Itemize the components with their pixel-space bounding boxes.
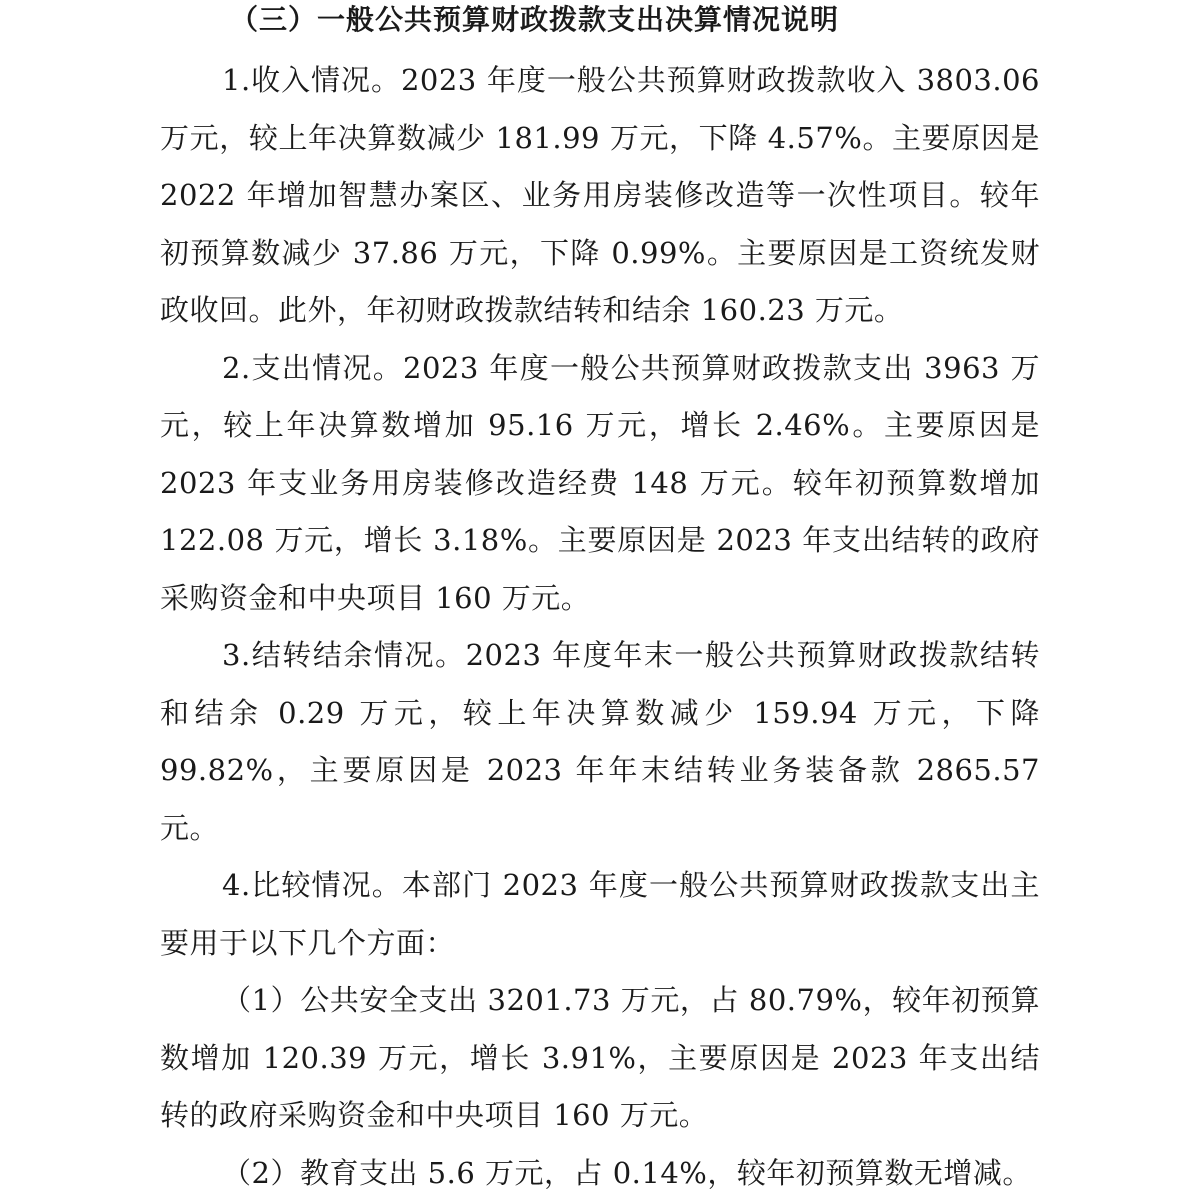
paragraph-carryover: 3.结转结余情况。2023 年度年末一般公共预算财政拨款结转和结余 0.29 万元，较上年决算数减少 159.94 万元，下降 99.82%，主要原因是 2023 年年末结转业务装备款 2865.57 元。 (160, 627, 1040, 857)
paragraph-income: 1.收入情况。2023 年度一般公共预算财政拨款收入 3803.06 万元，较上年决算数减少 181.99 万元，下降 4.57%。主要原因是 2022 年增加智慧办案区、业务用房装修改造等一次性项目。较年初预算数减少 37.86 万元，下降 0.99%。主要原因是工资统发财政收回。此外，年初财政拨款结转和结余 160.23 万元。 (160, 52, 1040, 340)
paragraph-education: （2）教育支出 5.6 万元，占 0.14%，较年初预算数无增减。 (160, 1145, 1040, 1202)
paragraph-expenditure: 2.支出情况。2023 年度一般公共预算财政拨款支出 3963 万元，较上年决算数增加 95.16 万元，增长 2.46%。主要原因是 2023 年支业务用房装修改造经费 148 万元。较年初预算数增加 122.08 万元，增长 3.18%。主要原因是 2023 年支出结转的政府采购资金和中央项目 160 万元。 (160, 340, 1040, 628)
document-page (160, 0, 1040, 1202)
paragraph-public-security: （1）公共安全支出 3201.73 万元，占 80.79%，较年初预算数增加 120.39 万元，增长 3.91%，主要原因是 2023 年支出结转的政府采购资金和中央项目 160 万元。 (160, 972, 1040, 1145)
paragraph-comparison: 4.比较情况。本部门 2023 年度一般公共预算财政拨款支出主要用于以下几个方面： (160, 857, 1040, 972)
section-heading: （三）一般公共预算财政拨款支出决算情况说明 (160, 0, 1040, 40)
